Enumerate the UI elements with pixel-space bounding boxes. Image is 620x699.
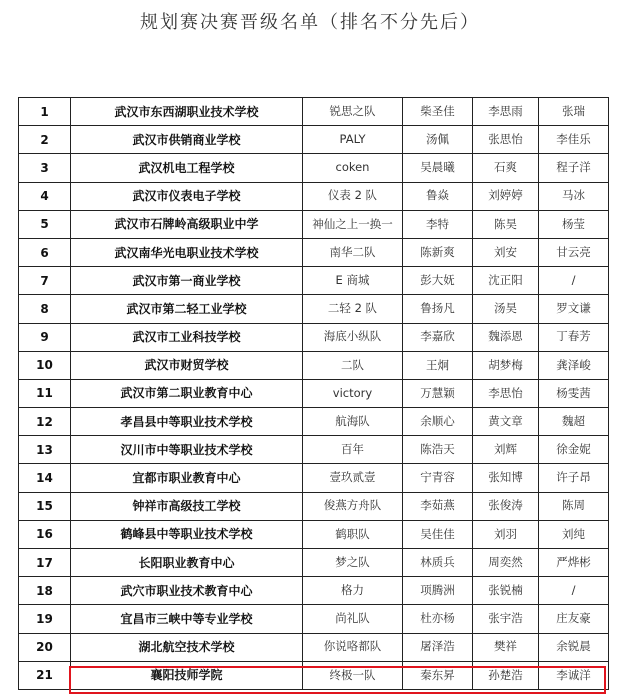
member-3-cell: 严烨彬 <box>539 549 609 577</box>
team-name-cell: 鹤职队 <box>303 520 403 548</box>
school-name-cell: 武汉市石牌岭高级职业中学 <box>71 210 303 238</box>
table-row <box>19 605 609 633</box>
table-body <box>19 98 609 690</box>
table-row <box>19 408 609 436</box>
member-1-cell: 彭大妩 <box>403 267 473 295</box>
member-2-cell: 张思怡 <box>473 126 539 154</box>
row-number-cell: 21 <box>19 661 71 689</box>
team-name-cell: 海底小纵队 <box>303 323 403 351</box>
member-2-cell: 张俊涛 <box>473 492 539 520</box>
member-2-cell: 樊祥 <box>473 633 539 661</box>
table-row <box>19 379 609 407</box>
member-3-cell: 徐金妮 <box>539 436 609 464</box>
row-number-cell: 6 <box>19 238 71 266</box>
school-name-cell: 武汉市工业科技学校 <box>71 323 303 351</box>
table-row <box>19 520 609 548</box>
page-title: 规划赛决赛晋级名单（排名不分先后） <box>140 12 480 33</box>
school-name-cell: 武汉市仪表电子学校 <box>71 182 303 210</box>
member-3-cell: / <box>539 577 609 605</box>
member-1-cell: 余顺心 <box>403 408 473 436</box>
table-row <box>19 633 609 661</box>
member-1-cell: 吴佳佳 <box>403 520 473 548</box>
school-name-cell: 孝昌县中等职业技术学校 <box>71 408 303 436</box>
member-2-cell: 汤昊 <box>473 295 539 323</box>
member-1-cell: 汤佩 <box>403 126 473 154</box>
table-row <box>19 98 609 126</box>
table-row <box>19 577 609 605</box>
member-3-cell: 许子昂 <box>539 464 609 492</box>
school-name-cell: 武汉市第二轻工业学校 <box>71 295 303 323</box>
table-row <box>19 549 609 577</box>
member-1-cell: 陈浩天 <box>403 436 473 464</box>
school-name-cell: 武汉机电工程学校 <box>71 154 303 182</box>
member-3-cell: 庄友豪 <box>539 605 609 633</box>
team-name-cell: 锐思之队 <box>303 98 403 126</box>
member-3-cell: 李诚洋 <box>539 661 609 689</box>
team-name-cell: victory <box>303 379 403 407</box>
row-number-cell: 14 <box>19 464 71 492</box>
member-2-cell: 刘羽 <box>473 520 539 548</box>
row-number-cell: 19 <box>19 605 71 633</box>
row-number-cell: 2 <box>19 126 71 154</box>
table-row <box>19 238 609 266</box>
row-number-cell: 12 <box>19 408 71 436</box>
row-number-cell: 17 <box>19 549 71 577</box>
member-1-cell: 项腾洲 <box>403 577 473 605</box>
member-2-cell: 张锐楠 <box>473 577 539 605</box>
member-3-cell: 杨雯茜 <box>539 379 609 407</box>
member-2-cell: 周奕然 <box>473 549 539 577</box>
member-2-cell: 李思雨 <box>473 98 539 126</box>
table-row <box>19 267 609 295</box>
member-1-cell: 李特 <box>403 210 473 238</box>
member-3-cell: 刘纯 <box>539 520 609 548</box>
school-name-cell: 湖北航空技术学校 <box>71 633 303 661</box>
member-2-cell: 石爽 <box>473 154 539 182</box>
member-2-cell: 张宇浩 <box>473 605 539 633</box>
member-1-cell: 万慧颖 <box>403 379 473 407</box>
member-3-cell: 张瑞 <box>539 98 609 126</box>
member-1-cell: 李茹燕 <box>403 492 473 520</box>
table-row <box>19 661 609 689</box>
member-1-cell: 陈新爽 <box>403 238 473 266</box>
row-number-cell: 13 <box>19 436 71 464</box>
school-name-cell: 武汉南华光电职业技术学校 <box>71 238 303 266</box>
row-number-cell: 8 <box>19 295 71 323</box>
table-row <box>19 126 609 154</box>
school-name-cell: 武穴市职业技术教育中心 <box>71 577 303 605</box>
row-number-cell: 11 <box>19 379 71 407</box>
team-name-cell: 仪表 2 队 <box>303 182 403 210</box>
team-name-cell: coken <box>303 154 403 182</box>
school-name-cell: 宜昌市三峡中等专业学校 <box>71 605 303 633</box>
school-name-cell: 汉川市中等职业技术学校 <box>71 436 303 464</box>
row-number-cell: 4 <box>19 182 71 210</box>
row-number-cell: 15 <box>19 492 71 520</box>
team-name-cell: 二轻 2 队 <box>303 295 403 323</box>
team-name-cell: 神仙之上一换一 <box>303 210 403 238</box>
school-name-cell: 武汉市第二职业教育中心 <box>71 379 303 407</box>
team-name-cell: 壹玖贰壹 <box>303 464 403 492</box>
member-1-cell: 李嘉欣 <box>403 323 473 351</box>
school-name-cell: 宜都市职业教育中心 <box>71 464 303 492</box>
school-name-cell: 鹤峰县中等职业技术学校 <box>71 520 303 548</box>
member-1-cell: 屠泽浩 <box>403 633 473 661</box>
member-2-cell: 刘婷婷 <box>473 182 539 210</box>
table-row <box>19 154 609 182</box>
member-1-cell: 王炯 <box>403 351 473 379</box>
row-number-cell: 9 <box>19 323 71 351</box>
member-2-cell: 魏添恩 <box>473 323 539 351</box>
table-row <box>19 436 609 464</box>
row-number-cell: 10 <box>19 351 71 379</box>
school-name-cell: 武汉市供销商业学校 <box>71 126 303 154</box>
member-2-cell: 孙楚浩 <box>473 661 539 689</box>
table-row <box>19 492 609 520</box>
member-1-cell: 鲁焱 <box>403 182 473 210</box>
team-name-cell: E 商城 <box>303 267 403 295</box>
team-name-cell: 航海队 <box>303 408 403 436</box>
table-row <box>19 295 609 323</box>
member-3-cell: 龚泽峻 <box>539 351 609 379</box>
team-name-cell: 梦之队 <box>303 549 403 577</box>
member-1-cell: 秦东昇 <box>403 661 473 689</box>
member-3-cell: 马冰 <box>539 182 609 210</box>
member-3-cell: 余锐晨 <box>539 633 609 661</box>
school-name-cell: 钟祥市高级技工学校 <box>71 492 303 520</box>
member-2-cell: 胡梦梅 <box>473 351 539 379</box>
school-name-cell: 武汉市东西湖职业技术学校 <box>71 98 303 126</box>
row-number-cell: 18 <box>19 577 71 605</box>
member-3-cell: 李佳乐 <box>539 126 609 154</box>
member-1-cell: 林质兵 <box>403 549 473 577</box>
member-3-cell: 甘云亮 <box>539 238 609 266</box>
table-row <box>19 323 609 351</box>
member-2-cell: 李思怡 <box>473 379 539 407</box>
row-number-cell: 5 <box>19 210 71 238</box>
member-2-cell: 沈正阳 <box>473 267 539 295</box>
row-number-cell: 1 <box>19 98 71 126</box>
finalists-table <box>18 97 609 690</box>
team-name-cell: 俊燕方舟队 <box>303 492 403 520</box>
table-row <box>19 351 609 379</box>
member-1-cell: 鲁扬凡 <box>403 295 473 323</box>
member-3-cell: 魏超 <box>539 408 609 436</box>
team-name-cell: PALY <box>303 126 403 154</box>
member-3-cell: 陈周 <box>539 492 609 520</box>
member-3-cell: 丁春芳 <box>539 323 609 351</box>
member-1-cell: 吴晨曦 <box>403 154 473 182</box>
team-name-cell: 百年 <box>303 436 403 464</box>
member-3-cell: 罗文谦 <box>539 295 609 323</box>
team-name-cell: 终极一队 <box>303 661 403 689</box>
table-row <box>19 182 609 210</box>
team-name-cell: 格力 <box>303 577 403 605</box>
member-3-cell: 杨莹 <box>539 210 609 238</box>
member-2-cell: 黄文章 <box>473 408 539 436</box>
school-name-cell: 襄阳技师学院 <box>71 661 303 689</box>
member-3-cell: / <box>539 267 609 295</box>
member-2-cell: 张知博 <box>473 464 539 492</box>
member-2-cell: 陈昊 <box>473 210 539 238</box>
table-row <box>19 464 609 492</box>
school-name-cell: 武汉市第一商业学校 <box>71 267 303 295</box>
row-number-cell: 7 <box>19 267 71 295</box>
team-name-cell: 二队 <box>303 351 403 379</box>
team-name-cell: 你说咯都队 <box>303 633 403 661</box>
member-2-cell: 刘辉 <box>473 436 539 464</box>
member-2-cell: 刘安 <box>473 238 539 266</box>
school-name-cell: 长阳职业教育中心 <box>71 549 303 577</box>
row-number-cell: 3 <box>19 154 71 182</box>
row-number-cell: 16 <box>19 520 71 548</box>
member-1-cell: 杜亦杨 <box>403 605 473 633</box>
team-name-cell: 南华二队 <box>303 238 403 266</box>
row-number-cell: 20 <box>19 633 71 661</box>
team-name-cell: 尚礼队 <box>303 605 403 633</box>
school-name-cell: 武汉市财贸学校 <box>71 351 303 379</box>
table-row <box>19 210 609 238</box>
member-1-cell: 宁青容 <box>403 464 473 492</box>
member-1-cell: 柴圣佳 <box>403 98 473 126</box>
member-3-cell: 程子洋 <box>539 154 609 182</box>
